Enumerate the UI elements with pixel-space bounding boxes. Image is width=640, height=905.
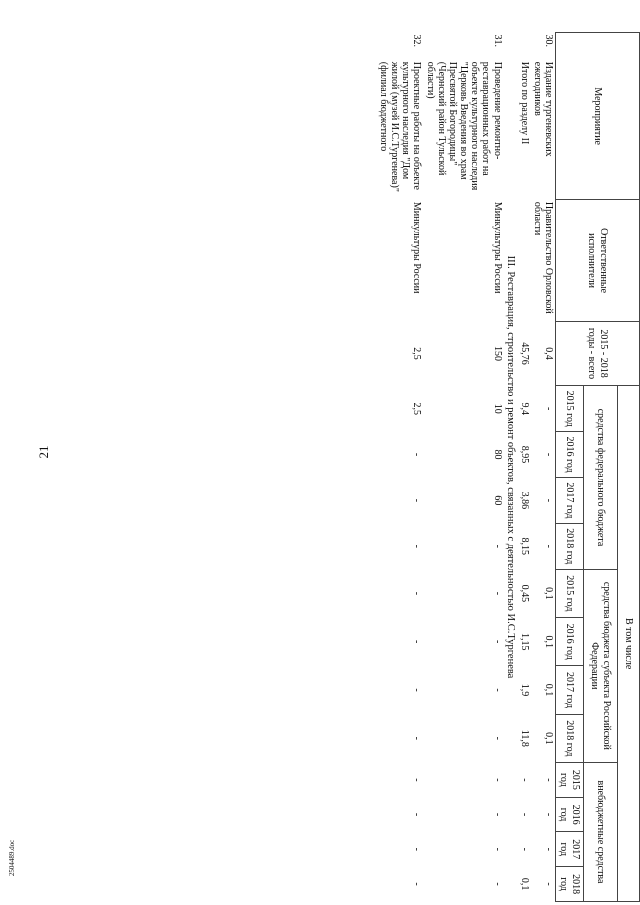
federal-cell: -	[411, 498, 423, 503]
extra-cell: -	[491, 882, 503, 886]
executors-cell: Минкультуры России	[491, 201, 503, 294]
header-federal: средства федерального бюджета	[584, 386, 618, 569]
measure-cell: Проведение ремонтно-реставрационных работ на объекте культурного наследия "Церковь Введения во храм Пресвятой Богородицы" (Чернский район Тульской области)	[424, 61, 503, 191]
federal-cell: -	[543, 544, 554, 548]
federal-cell: 9,4	[518, 402, 530, 415]
header-extra: внебюджетные средства	[584, 763, 618, 902]
row-number: 30.	[543, 34, 554, 47]
regional-cell: 11,8	[518, 729, 530, 747]
regional-cell: 1,15	[518, 632, 530, 651]
year-header: 2016 год	[556, 432, 584, 478]
measure-cell: Проектные работы на объекте культурного наследия "Дом жилой (музей И.С.Тургенева)" (филиал бюджетного	[377, 61, 423, 192]
federal-cell: 2,5	[411, 402, 423, 415]
executors-cell: Правительство Орловской области	[531, 201, 554, 314]
extra-cell: -	[411, 812, 423, 817]
table-header	[556, 33, 640, 902]
total-cell: 150	[491, 346, 503, 362]
federal-cell: -	[411, 544, 423, 548]
federal-cell: 60	[491, 495, 503, 506]
funding-table	[377, 32, 640, 902]
header-executors: Ответственные исполнители	[556, 200, 640, 321]
regional-cell: 0,1	[543, 635, 554, 648]
table-row	[517, 33, 530, 902]
year-header: 2017 год	[556, 666, 584, 714]
extra-cell: -	[491, 812, 503, 817]
file-reference: 2504489.doc	[8, 839, 16, 877]
year-header: 2016 год	[556, 618, 584, 666]
federal-cell: 80	[491, 449, 503, 460]
federal-cell: 3,86	[518, 491, 530, 510]
regional-cell: -	[411, 591, 423, 596]
extra-cell: -	[491, 847, 503, 851]
row-number: 32.	[411, 34, 423, 47]
total-cell: 45,76	[518, 342, 530, 365]
extra-cell: -	[411, 778, 423, 782]
page-number: 21	[36, 445, 51, 459]
header-regional: средства бюджета субъекта Российской Федерации	[584, 569, 618, 762]
extra-cell: -	[491, 778, 503, 782]
total-cell: 0,4	[543, 347, 554, 360]
regional-cell: 1,9	[518, 683, 530, 697]
regional-cell: -	[491, 736, 503, 741]
year-header: 2017 год	[556, 477, 584, 523]
table-row	[377, 33, 424, 902]
regional-cell: -	[411, 736, 423, 741]
federal-cell: 10	[491, 403, 503, 414]
year-header: 2016 год	[556, 797, 584, 832]
row-number	[517, 33, 530, 60]
extra-cell: -	[543, 882, 554, 886]
federal-cell: 8,15	[518, 537, 530, 556]
year-header: 2018 год	[556, 523, 584, 569]
extra-cell: -	[543, 812, 554, 817]
extra-cell: -	[518, 847, 530, 851]
section-title: III. Реставрация, строительство и ремонт объектов, связанных с деятельностью И.С.Тургенева	[505, 255, 517, 679]
table-row	[531, 33, 556, 902]
extra-cell: -	[543, 778, 554, 782]
header-measure: Мероприятие	[556, 33, 640, 200]
measure-cell: Итого по разделу II	[518, 61, 530, 145]
extra-cell: 0,1	[518, 877, 530, 891]
year-header: 2015 год	[556, 763, 584, 798]
federal-cell: 8,95	[518, 445, 530, 464]
executors-cell: Минкультуры России	[411, 201, 423, 294]
regional-cell: 0,45	[518, 584, 530, 603]
extra-cell: -	[518, 812, 530, 817]
regional-cell: -	[411, 640, 423, 644]
extra-cell: -	[411, 882, 423, 886]
year-header: 2015 год	[556, 569, 584, 617]
table-row	[423, 33, 503, 902]
regional-cell: -	[491, 688, 503, 692]
row-number: 31.	[491, 34, 503, 47]
extra-cell: -	[518, 778, 530, 782]
section-row	[504, 33, 518, 902]
regional-cell: -	[491, 640, 503, 644]
year-header: 2018 год	[556, 714, 584, 762]
executors-cell	[517, 200, 530, 321]
extra-cell: -	[543, 847, 554, 851]
extra-cell: -	[411, 847, 423, 851]
regional-cell: -	[491, 591, 503, 596]
regional-cell: 0,1	[543, 587, 554, 600]
regional-cell: -	[411, 688, 423, 692]
total-cell: 2,5	[411, 347, 423, 360]
federal-cell: -	[543, 452, 554, 457]
year-header: 2015 год	[556, 386, 584, 432]
year-header: 2017 год	[556, 832, 584, 867]
federal-cell: -	[491, 544, 503, 548]
measure-cell: Издание тургеневских ежегодников	[531, 61, 554, 157]
header-total: 2015 - 2018 годы - всего	[556, 321, 640, 385]
year-header: 2018 год	[556, 867, 584, 902]
regional-cell: 0,1	[543, 732, 554, 745]
rotated-table-sheet	[72, 32, 640, 902]
federal-cell: -	[411, 452, 423, 457]
regional-cell: 0,1	[543, 683, 554, 697]
federal-cell: -	[543, 498, 554, 503]
header-including: В том числе	[618, 386, 640, 902]
federal-cell: -	[543, 407, 554, 411]
